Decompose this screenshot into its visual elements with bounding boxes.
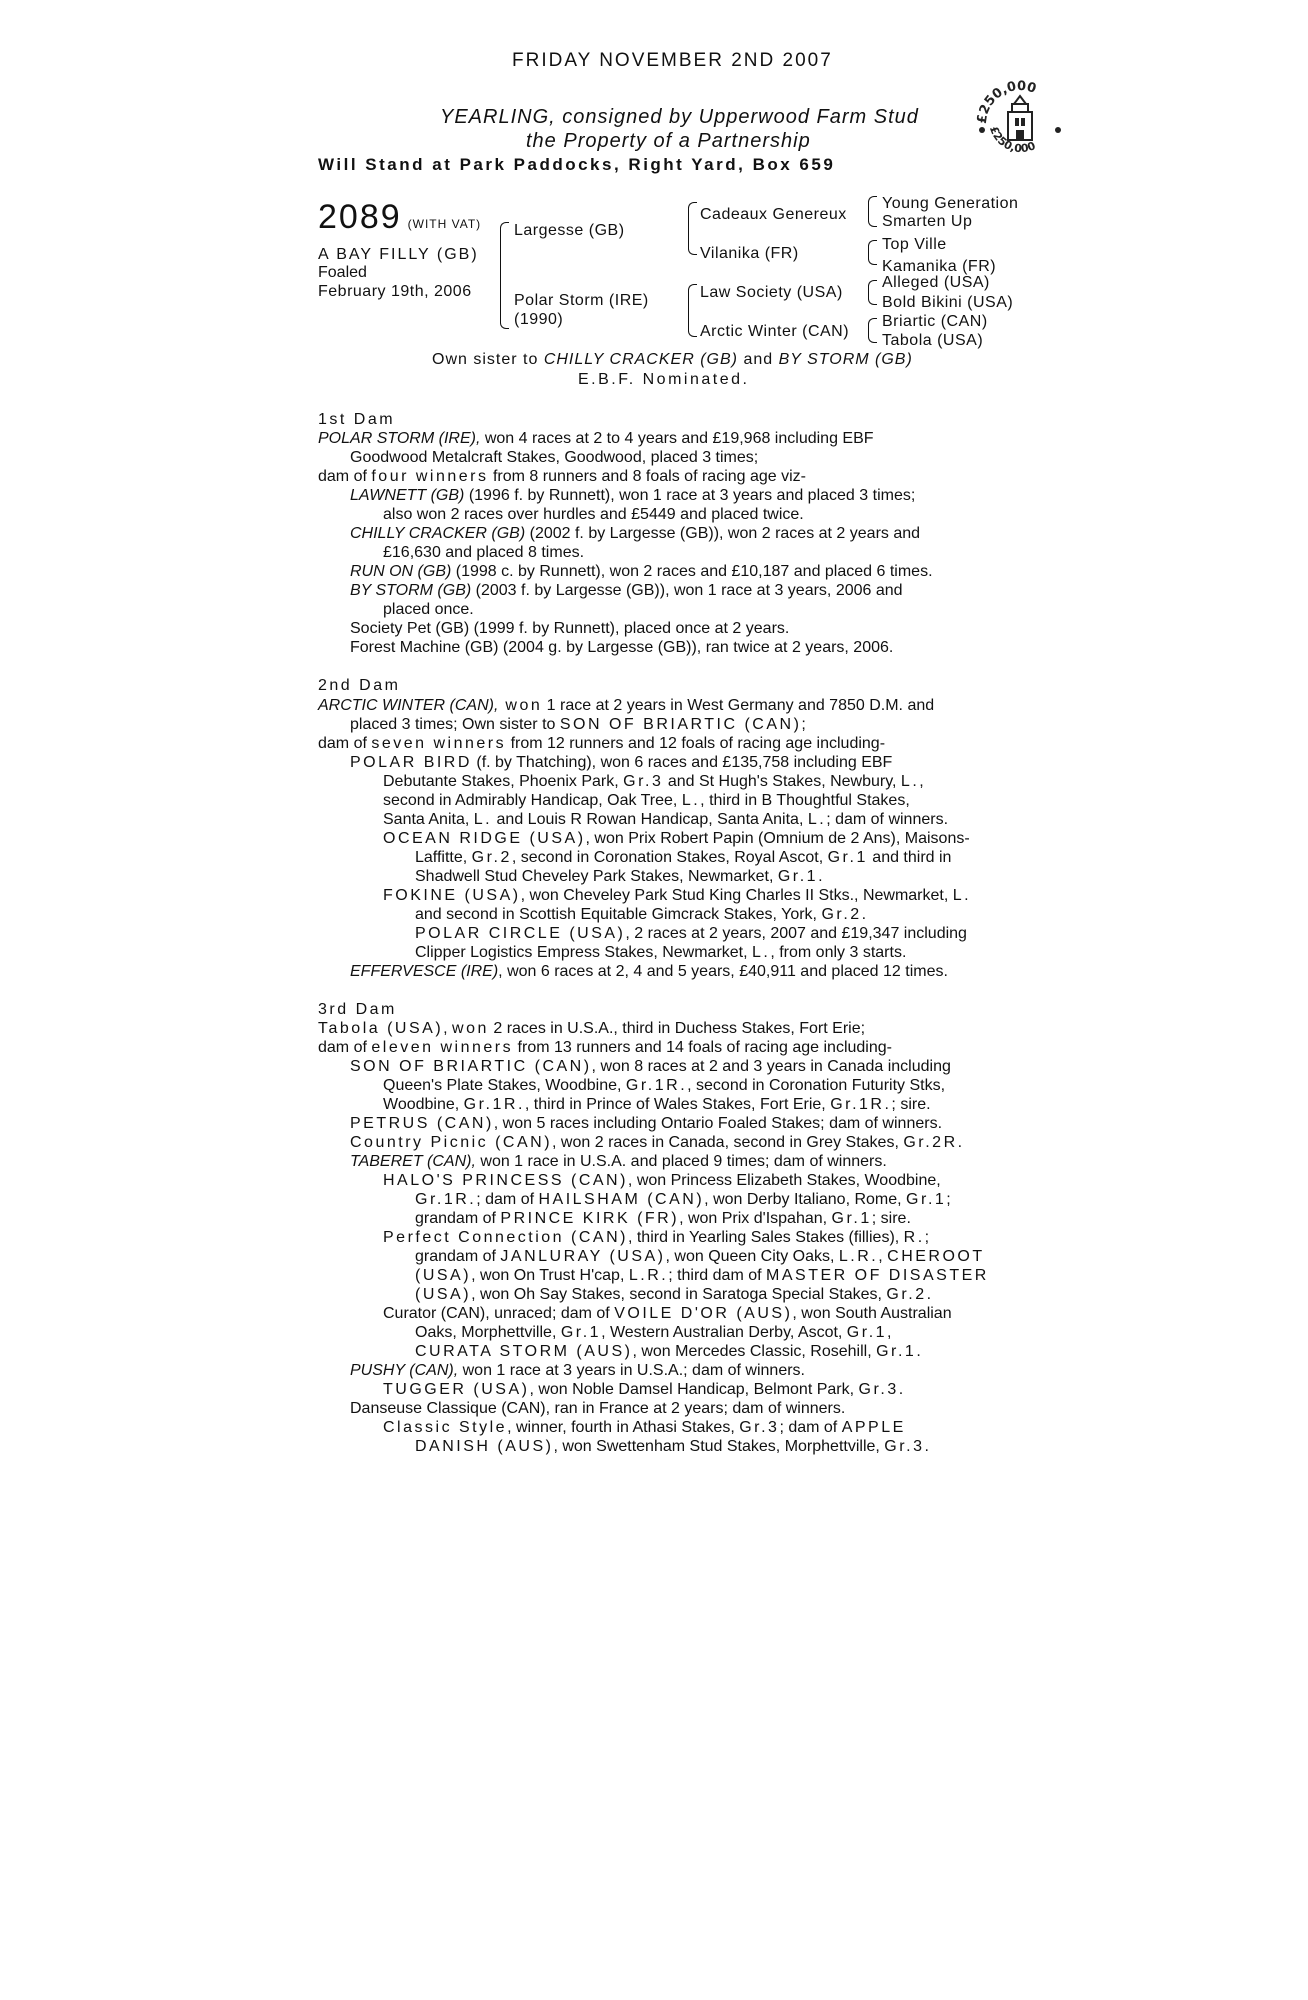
own-sister-horse-2: BY STORM (GB) — [778, 351, 913, 368]
record-segment: OCEAN RIDGE (USA) — [383, 830, 586, 847]
record-segment: dam of — [318, 735, 372, 752]
record-segment: Gr.2 — [471, 849, 512, 866]
record-segment: , won Princess Elizabeth Stakes, Woodbine, — [627, 1172, 941, 1189]
record-segment: Tabola (USA) — [318, 1020, 444, 1037]
record-line — [383, 773, 924, 791]
third-dam-heading: 3rd Dam — [318, 1001, 397, 1018]
record-segment: , Western Australian Derby, Ascot, — [601, 1324, 847, 1341]
record-segment: L. — [752, 944, 771, 961]
record-segment: Perfect Connection (CAN) — [383, 1229, 628, 1246]
record-segment: Woodbine, — [383, 1096, 464, 1113]
record-segment: (2003 f. by Largesse (GB)), won 1 race at 3 years, 2006 and — [471, 582, 903, 599]
seal-text-top: £250,000 — [974, 78, 1038, 125]
record-segment: , won South Australian — [792, 1305, 952, 1322]
record-segment: four winners — [371, 468, 489, 485]
record-line — [383, 887, 969, 905]
record-line — [350, 639, 893, 657]
record-segment: ; sire. — [891, 1096, 931, 1113]
record-line — [415, 849, 951, 867]
record-segment: SON OF BRIARTIC (CAN) — [559, 716, 802, 733]
record-segment: L. — [681, 792, 701, 809]
record-line — [383, 1381, 903, 1399]
record-segment: Curator (CAN), unraced; dam of — [383, 1305, 615, 1322]
record-segment: FOKINE (USA) — [383, 887, 521, 904]
own-sister-horse-1: CHILLY CRACKER (GB) — [543, 351, 738, 368]
sale-date: FRIDAY NOVEMBER 2ND 2007 — [512, 50, 833, 71]
record-segment: Gr.3 — [623, 773, 664, 790]
record-segment: , from only 3 starts. — [770, 944, 907, 961]
record-segment: , won Oh Say Stakes, second in Saratoga Special Stakes, — [471, 1286, 887, 1303]
pedigree-dam: Polar Storm (IRE) — [514, 292, 649, 309]
record-segment: from 8 runners and 8 foals of racing age viz- — [488, 468, 807, 485]
pedigree-dss: Alleged (USA) — [882, 274, 990, 291]
record-segment: MASTER OF DISASTER — [766, 1267, 989, 1284]
own-sister-prefix: Own sister to — [432, 351, 539, 368]
record-line — [383, 544, 584, 562]
vat-note: (WITH VAT) — [407, 217, 482, 231]
record-segment: R. — [903, 1229, 925, 1246]
record-segment: VOILE D'OR (AUS) — [614, 1305, 793, 1322]
record-segment: eleven winners — [371, 1039, 514, 1056]
record-segment: from 13 runners and 14 foals of racing age including- — [513, 1039, 892, 1056]
record-segment: Forest Machine (GB) (2004 g. by Largesse (GB)), ran twice at 2 years, 2006. — [350, 639, 894, 656]
record-segment: DANISH (AUS) — [415, 1438, 554, 1455]
record-segment: ; sire. — [871, 1210, 911, 1227]
record-line — [415, 1191, 951, 1209]
record-segment: . — [924, 1438, 929, 1455]
record-segment: and third in — [867, 849, 952, 866]
record-segment: Country Picnic (CAN) — [350, 1134, 553, 1151]
record-segment: , won Mercedes Classic, Rosehill, — [632, 1343, 877, 1360]
record-segment: Santa Anita, — [383, 811, 474, 828]
record-segment: L. — [900, 773, 920, 790]
record-segment: dam of — [318, 1039, 372, 1056]
record-line — [350, 754, 892, 772]
record-segment: . — [964, 887, 969, 904]
pedigree-sss: Young Generation — [882, 195, 1019, 212]
record-segment: , won On Trust H'cap, — [471, 1267, 629, 1284]
record-segment: Gr.1R. — [415, 1191, 477, 1208]
record-segment: grandam of — [415, 1248, 501, 1265]
record-line — [350, 582, 903, 600]
record-segment: , won 6 races at 2, 4 and 5 years, £40,911 and placed 12 times. — [498, 963, 948, 980]
record-line — [350, 1134, 965, 1152]
record-segment: (USA) — [415, 1286, 472, 1303]
record-segment: 2 races in U.S.A., third in Duchess Stakes, Fort Erie; — [488, 1020, 866, 1037]
record-segment: POLAR STORM (IRE), — [318, 430, 481, 447]
record-segment: PETRUS (CAN) — [350, 1115, 494, 1132]
record-segment: won — [452, 1020, 489, 1037]
record-segment: TABERET (CAN), — [350, 1153, 476, 1170]
record-line — [350, 525, 920, 543]
record-segment: RUN ON (GB) — [350, 563, 452, 580]
record-line — [383, 1077, 945, 1095]
record-line — [383, 830, 970, 848]
record-segment: dam of — [318, 468, 372, 485]
record-segment: (USA) — [415, 1267, 472, 1284]
record-segment: and St Hugh's Stakes, Newbury, — [663, 773, 901, 790]
record-line — [350, 449, 758, 467]
record-segment: . — [916, 1343, 921, 1360]
record-line — [415, 925, 967, 943]
lot-number — [318, 198, 481, 237]
record-line — [350, 1153, 887, 1171]
first-dam-heading: 1st Dam — [318, 411, 396, 428]
record-segment: and second in Scottish Equitable Gimcrack Stakes, York, — [415, 906, 822, 923]
record-line — [383, 1172, 941, 1190]
record-segment: Gr.2R. — [903, 1134, 965, 1151]
record-segment: APPLE — [841, 1419, 906, 1436]
record-segment: ARCTIC WINTER (CAN), — [318, 697, 499, 714]
pedigree-ss: Cadeaux Genereux — [700, 206, 847, 223]
pedigree-ds: Law Society (USA) — [700, 284, 843, 301]
record-line — [383, 792, 910, 810]
record-segment: , third in Prince of Wales Stakes, Fort Erie, — [524, 1096, 831, 1113]
record-line — [383, 601, 474, 619]
record-segment: L — [952, 887, 965, 904]
pedigree-sdd: Kamanika (FR) — [882, 258, 997, 275]
second-dam-heading: 2nd Dam — [318, 677, 401, 694]
record-segment: placed 3 times; Own sister to — [350, 716, 560, 733]
record-line — [415, 1438, 929, 1456]
property-line: the Property of a Partnership — [526, 130, 811, 152]
record-segment: Gr.2 — [886, 1286, 927, 1303]
record-segment: won 1 race at 3 years in U.S.A.; dam of winners. — [458, 1362, 805, 1379]
foaled-label: Foaled — [318, 264, 367, 281]
record-segment: , — [878, 1248, 888, 1265]
record-segment: Shadwell Stud Cheveley Park Stakes, Newmarket, — [415, 868, 778, 885]
record-line — [415, 1210, 911, 1228]
record-line — [415, 1248, 985, 1266]
record-line — [415, 1343, 921, 1361]
record-line — [318, 1020, 865, 1038]
record-line — [350, 620, 789, 638]
record-segment: ; dam of — [476, 1191, 539, 1208]
seal-text-bottom: £250,000 — [986, 124, 1038, 156]
record-segment: , — [887, 1324, 892, 1341]
record-segment: CHILLY CRACKER (GB) — [350, 525, 526, 542]
record-segment: Laffitte, — [415, 849, 472, 866]
record-segment: SON OF BRIARTIC (CAN) — [350, 1058, 592, 1075]
record-segment: Gr.1 — [831, 1210, 872, 1227]
record-segment: , third in Yearling Sales Stakes (fillies), — [627, 1229, 904, 1246]
record-segment: (2002 f. by Largesse (GB)), won 2 races at 2 years and — [525, 525, 921, 542]
record-line — [350, 487, 915, 505]
record-line — [383, 1229, 929, 1247]
svg-text:£250,000 — [975, 79, 1038, 125]
record-line — [383, 1305, 952, 1323]
record-line — [415, 1324, 891, 1342]
record-segment: Queen's Plate Stakes, Woodbine, — [383, 1077, 626, 1094]
record-line — [383, 1096, 931, 1114]
record-segment: £16,630 and placed 8 times. — [383, 544, 585, 561]
record-segment: Gr.3 — [739, 1419, 780, 1436]
record-segment: won — [498, 697, 543, 714]
record-segment: , won Swettenham Stud Stakes, Morphettville, — [553, 1438, 885, 1455]
record-segment: L. — [807, 811, 827, 828]
record-line — [318, 697, 934, 715]
record-line — [318, 430, 874, 448]
record-segment: Gr.1 — [876, 1343, 917, 1360]
record-segment: ; third dam of — [668, 1267, 767, 1284]
record-segment: from 12 runners and 12 foals of racing age including- — [506, 735, 886, 752]
record-segment: won 4 races at 2 to 4 years and £19,968 including EBF — [480, 430, 874, 447]
record-segment: also won 2 races over hurdles and £5449 and placed twice. — [383, 506, 804, 523]
record-segment: POLAR BIRD — [350, 754, 472, 771]
lot-number-value: 2089 — [318, 198, 402, 236]
lot-description: A BAY FILLY (GB) — [318, 246, 479, 263]
record-segment: , won Cheveley Park Stud King Charles II Stks., Newmarket, — [520, 887, 953, 904]
record-segment: Clipper Logistics Empress Stakes, Newmarket, — [415, 944, 752, 961]
record-segment: , won 5 races including Ontario Foaled Stakes; dam of winners. — [493, 1115, 943, 1132]
record-line — [350, 1058, 951, 1076]
pedigree-sd: Vilanika (FR) — [700, 245, 799, 262]
record-segment: Gr.1R. — [463, 1096, 525, 1113]
record-line — [350, 563, 933, 581]
record-line — [415, 944, 906, 962]
foaled-date: February 19th, 2006 — [318, 283, 472, 300]
record-segment: Gr.1 — [846, 1324, 888, 1341]
record-line — [415, 1286, 931, 1304]
record-segment: . — [818, 868, 823, 885]
record-segment: and Louis R Rowan Handicap, Santa Anita, — [492, 811, 808, 828]
record-segment: L. — [473, 811, 493, 828]
record-segment: . — [926, 1286, 932, 1303]
record-segment: second in Admirably Handicap, Oak Tree, — [383, 792, 682, 809]
record-segment: Classic Style — [383, 1419, 508, 1436]
stand-location: Will Stand at Park Paddocks, Right Yard, Box 659 — [318, 155, 836, 174]
tower-seal-icon — [972, 72, 1068, 168]
record-segment: Gr.1R. — [625, 1077, 688, 1094]
record-segment: EFFERVESCE (IRE) — [350, 963, 499, 980]
record-segment: HALO'S PRINCESS (CAN) — [383, 1172, 628, 1189]
record-segment: PUSHY (CAN), — [350, 1362, 459, 1379]
record-line — [350, 1115, 942, 1133]
record-segment: Gr.3 — [858, 1381, 899, 1398]
pedigree-ssd: Smarten Up — [882, 213, 973, 230]
record-segment: , won 2 races in Canada, second in Grey Stakes, — [552, 1134, 904, 1151]
record-segment: , — [919, 773, 924, 790]
record-segment: , second in Coronation Futurity Stks, — [687, 1077, 946, 1094]
record-segment: , 2 races at 2 years, 2007 and £19,347 including — [625, 925, 967, 942]
record-segment: won 1 race in U.S.A. and placed 9 times; dam of winners. — [475, 1153, 887, 1170]
record-segment: Debutante Stakes, Phoenix Park, — [383, 773, 624, 790]
record-line — [415, 906, 866, 924]
record-segment: , won Derby Italiano, Rome, — [704, 1191, 907, 1208]
record-segment: Gr.1 — [827, 849, 868, 866]
record-segment: grandam of — [415, 1210, 501, 1227]
record-segment: Oaks, Morphettville, — [415, 1324, 561, 1341]
record-line — [318, 735, 885, 753]
record-segment: . — [861, 906, 867, 923]
record-line — [350, 963, 948, 981]
record-segment: , — [443, 1020, 453, 1037]
record-segment: , third in B Thoughtful Stakes, — [700, 792, 910, 809]
record-segment: , second in Coronation Stakes, Royal Ascot, — [511, 849, 828, 866]
pedigree-dds: Briartic (CAN) — [882, 313, 988, 330]
record-segment: seven winners — [371, 735, 507, 752]
record-segment: Gr.1R. — [830, 1096, 892, 1113]
record-segment: Goodwood Metalcraft Stakes, Goodwood, placed 3 times; — [350, 449, 759, 466]
record-line — [318, 468, 806, 486]
pedigree-dd: Arctic Winter (CAN) — [700, 323, 850, 340]
pedigree-dsd: Bold Bikini (USA) — [882, 294, 1014, 311]
record-segment: , won Queen City Oaks, — [665, 1248, 839, 1265]
record-line — [350, 716, 806, 734]
record-line — [383, 506, 804, 524]
record-segment: Gr.2 — [821, 906, 862, 923]
pedigree-sire: Largesse (GB) — [514, 222, 625, 239]
record-segment: (f. by Thatching), won 6 races and £135,758 including EBF — [471, 754, 893, 771]
own-sister-and: and — [743, 351, 774, 368]
record-segment: Gr.3 — [884, 1438, 925, 1455]
ebf-nominated: E.B.F. Nominated. — [578, 371, 750, 388]
record-segment: ; — [946, 1191, 951, 1208]
record-segment: CURATA STORM (AUS) — [415, 1343, 633, 1360]
record-segment: , won 8 races at 2 and 3 years in Canada including — [591, 1058, 951, 1075]
record-segment: (1998 c. by Runnett), won 2 races and £10,187 and placed 6 times. — [451, 563, 933, 580]
record-segment: , won Noble Damsel Handicap, Belmont Park, — [529, 1381, 859, 1398]
record-segment: JANLURAY (USA) — [500, 1248, 666, 1265]
record-line — [350, 1362, 805, 1380]
record-segment: Gr.1 — [906, 1191, 947, 1208]
record-segment: LAWNETT (GB) — [350, 487, 465, 504]
record-segment: , won Prix Robert Papin (Omnium de 2 Ans), Maisons- — [585, 830, 970, 847]
record-line — [383, 1419, 906, 1437]
record-segment: placed once. — [383, 601, 474, 618]
record-segment: Gr.1 — [777, 868, 819, 885]
record-segment: CHEROOT — [887, 1248, 985, 1265]
record-segment: PRINCE KIRK (FR) — [500, 1210, 680, 1227]
record-segment: (1996 f. by Runnett), won 1 race at 3 years and placed 3 times; — [464, 487, 916, 504]
record-segment: ; dam of winners. — [826, 811, 949, 828]
record-segment: 1 race at 2 years in West Germany and 7850 D.M. and — [542, 697, 935, 714]
record-segment: ; — [801, 716, 806, 733]
record-line — [383, 811, 948, 829]
record-segment: L.R. — [628, 1267, 669, 1284]
pedigree-ddd: Tabola (USA) — [882, 332, 984, 349]
record-line — [415, 1267, 989, 1285]
pedigree-dam-year: (1990) — [514, 311, 564, 328]
consignor-line: YEARLING, consigned by Upperwood Farm Stud — [440, 106, 919, 128]
record-segment: ; dam of — [779, 1419, 842, 1436]
record-line — [350, 1400, 845, 1418]
record-segment: HAILSHAM (CAN) — [538, 1191, 705, 1208]
record-segment: , winner, fourth in Athasi Stakes, — [507, 1419, 740, 1436]
pedigree-sds: Top Ville — [882, 236, 947, 253]
record-line — [318, 1039, 892, 1057]
record-line — [415, 868, 823, 886]
record-segment: POLAR CIRCLE (USA) — [415, 925, 626, 942]
record-segment: Gr.1 — [560, 1324, 602, 1341]
record-segment: BY STORM (GB) — [350, 582, 472, 599]
record-segment: , won Prix d'Ispahan, — [679, 1210, 832, 1227]
record-segment: ; — [924, 1229, 930, 1246]
record-segment: L.R. — [838, 1248, 879, 1265]
record-segment: Society Pet (GB) (1999 f. by Runnett), placed once at 2 years. — [350, 620, 790, 637]
record-segment: TUGGER (USA) — [383, 1381, 530, 1398]
record-segment: Danseuse Classique (CAN), ran in France at 2 years; dam of winners. — [350, 1400, 846, 1417]
own-sister-line — [432, 351, 913, 369]
record-segment: . — [898, 1381, 904, 1398]
